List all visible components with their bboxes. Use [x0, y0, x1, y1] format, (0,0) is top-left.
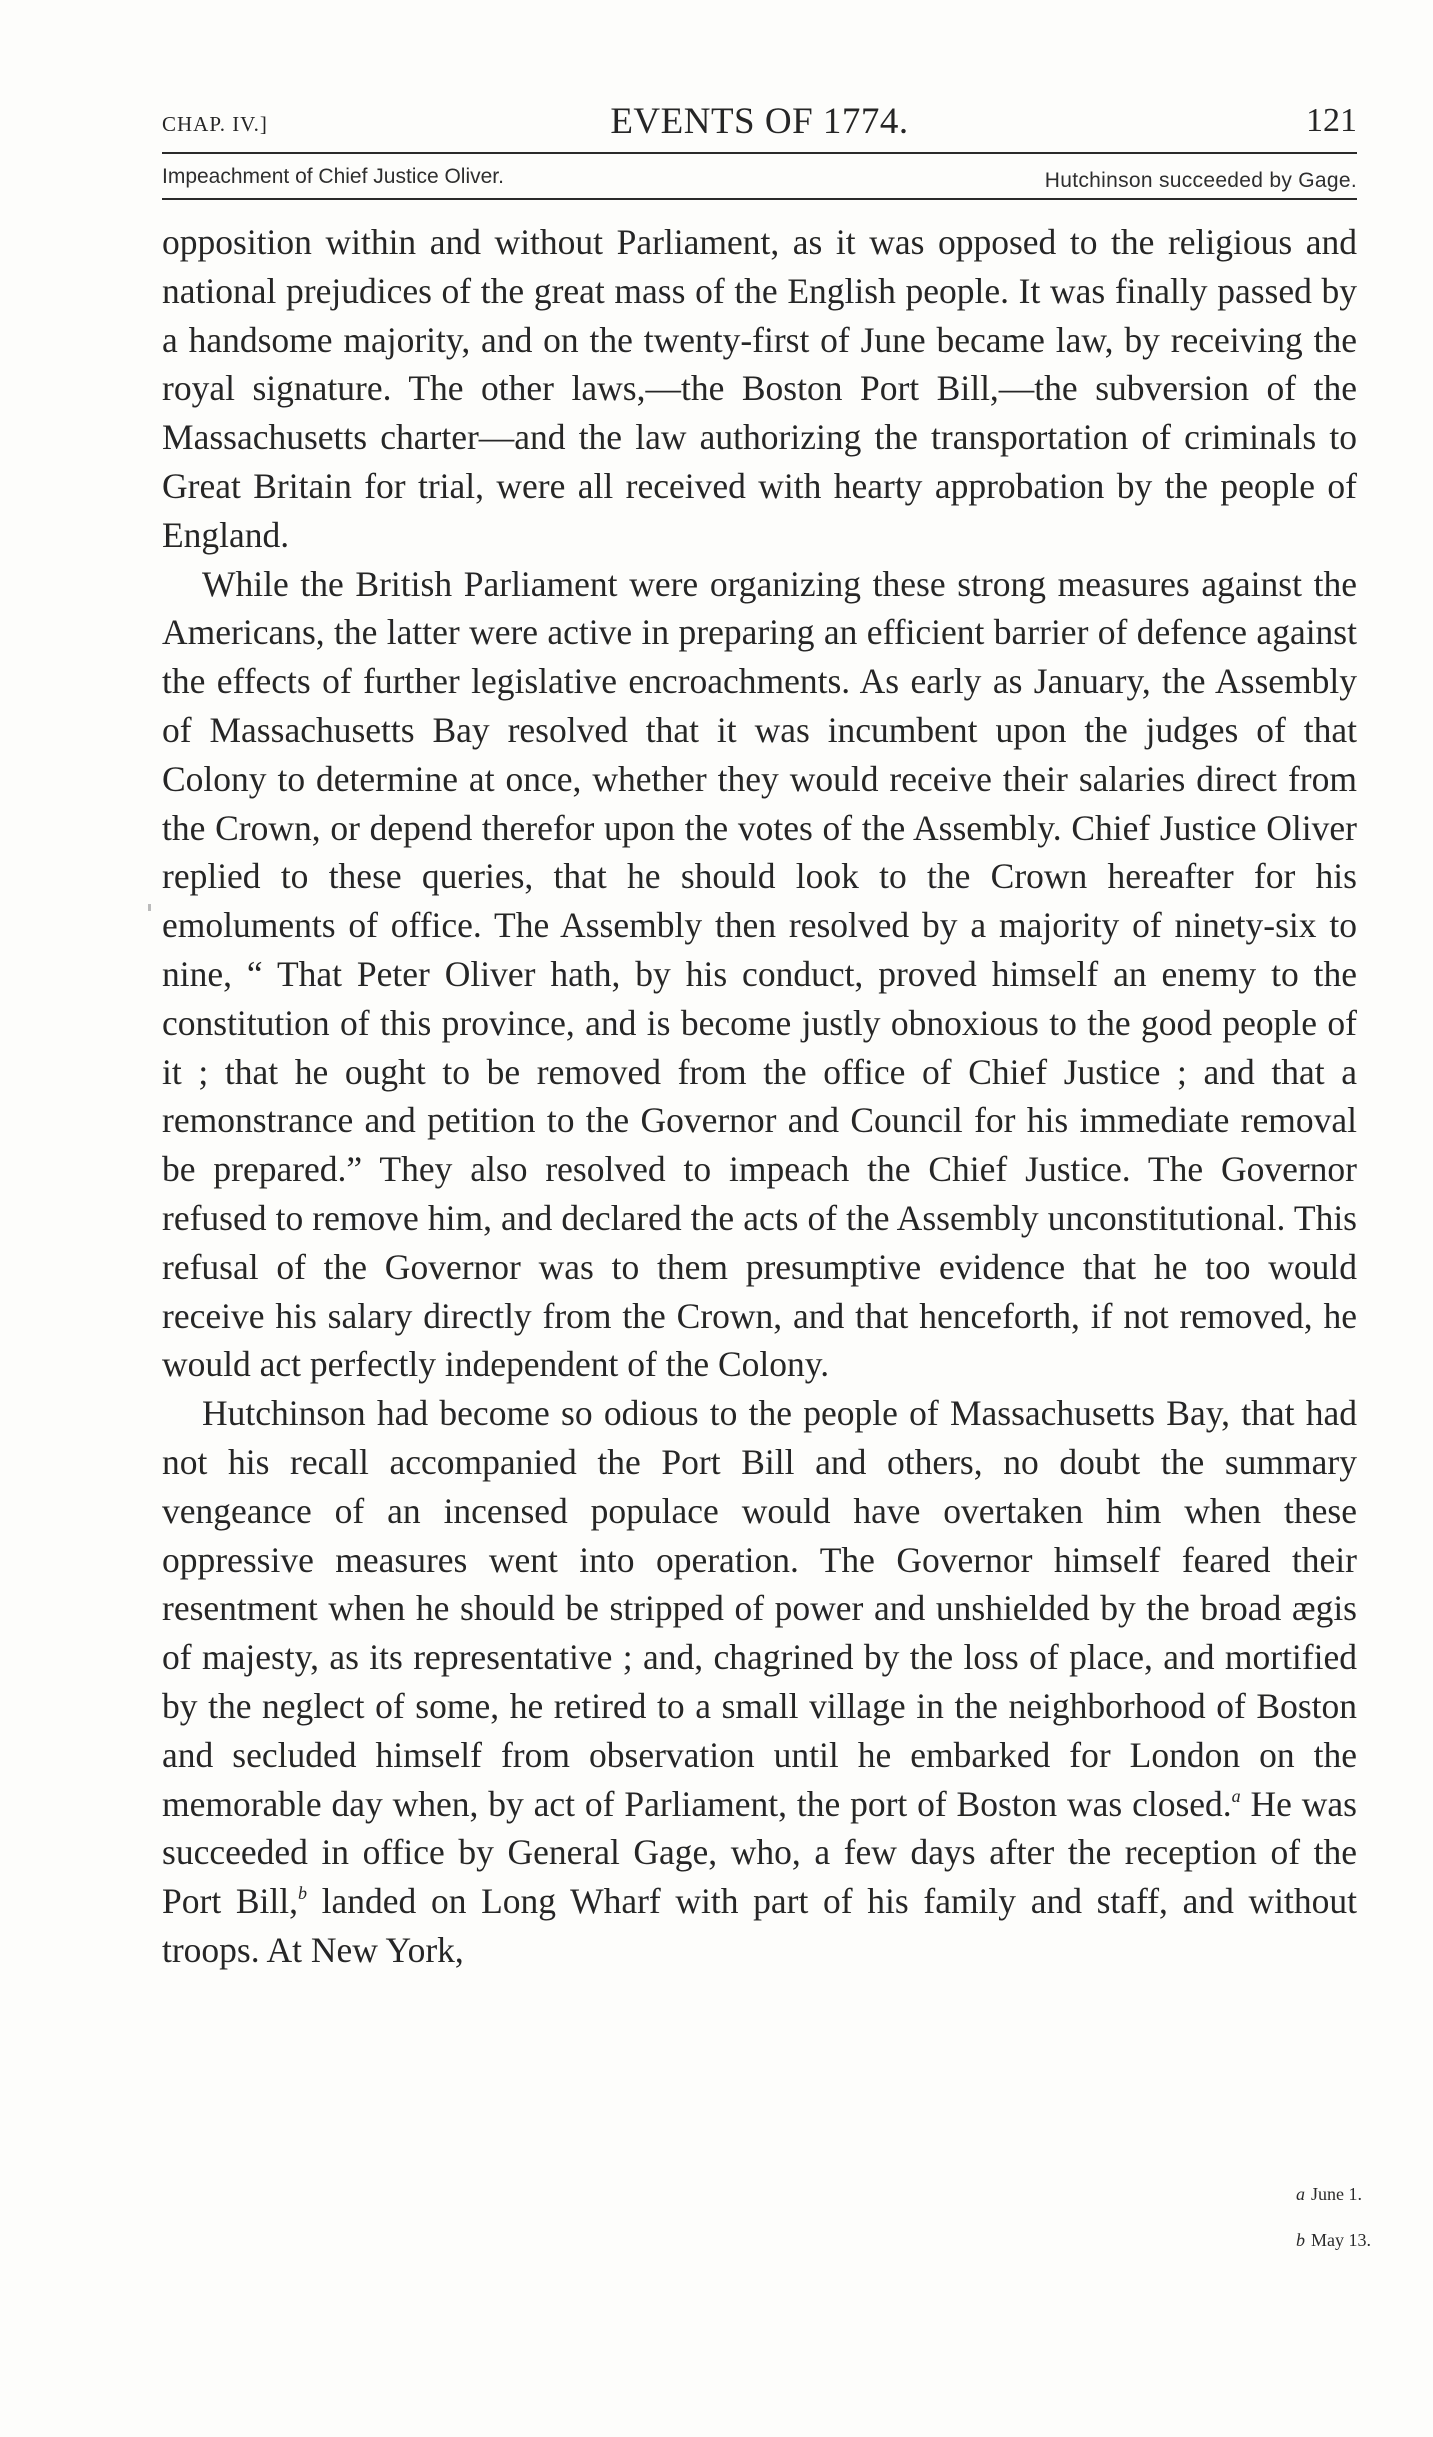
margin-note-a-text: June 1. [1311, 2184, 1362, 2204]
note-ref-b: b [298, 1883, 307, 1904]
margin-note-b [1296, 2230, 1371, 2251]
paragraph-1: opposition within and without Parliament, as it was opposed to the religious and national prejudices of the great mass of the English people. It was finally passed by a handsome majority, and on the twenty-first of June became law, by receiving the royal signature. The other laws,—the Boston Port Bill,—the subversion of the Massachusetts charter—and the law authorizing the transportation of criminals to Great Britain for trial, were all received with hearty approbation by the people of England. [162, 222, 1357, 555]
header-rule-top [162, 152, 1357, 154]
header-rule-bottom [162, 198, 1357, 200]
body-text [162, 218, 1357, 1975]
page-number: 121 [1306, 102, 1357, 139]
running-head [162, 98, 1357, 148]
subject-right: Hutchinson succeeded by Gage. [1044, 169, 1357, 192]
paragraph-2: While the British Parliament were organizing these strong measures against the Americans, the latter were active in preparing an efficient barrier of defence against the effects of further legislative encroachments. As early as January, the Assembly of Massachusetts Bay resolved that it was incumbent upon the judges of that Colony to determine at once, whether they would receive their salaries direct from the Crown, or depend therefor upon the votes of the Assembly. Chief Justice Oliver replied to these queries, that he should look to the Crown hereafter for his emoluments of office. The Assembly then resolved by a majority of ninety-six to nine, “ That Peter Oliver hath, by his conduct, proved himself an enemy to the constitution of this province, and is become justly obnoxious to the good people of it ; that he ought to be removed from the office of Chief Justice ; and that a remonstrance and petition to the Governor and Council for his immediate removal be prepared.” They also resolved to impeach the Chief Justice. The Governor refused to remove him, and declared the acts of the Assembly unconstitutional. This refusal of the Governor was to them presumptive evidence that he too would receive his salary directly from the Crown, and that henceforth, if not removed, he would act perfectly independent of the Colony. [162, 563, 1357, 1385]
paragraph-3-part-1: Hutchinson had become so odious to the people of Massachusetts Bay, that had not his recall accompanied the Port Bill and others, no doubt the summary vengeance of an incensed populace would have overtaken him when these oppressive measures went into operation. The Governor himself feared their resentment when he should be stripped of power and unshielded by the broad ægis of majesty, as its representative ; and, chagrined by the loss of place, and mortified by the neglect of some, he retired to a small village in the neighborhood of Boston and secluded himself from observation until he embarked for London on the memorable day when, by act of Parliament, the port of Boston was closed. [162, 1393, 1357, 1824]
paragraph-3 [162, 1389, 1357, 1975]
chapter-label: CHAP. IV.] [162, 112, 268, 136]
paragraph-3-part-2: He was succeeded in office by General Gage, who, a few days after the reception of the Port Bill, [162, 1783, 1357, 1922]
subject-headline [162, 165, 1357, 195]
paragraph-3-part-3: landed on Long Wharf with part of his family and staff, and without troops. At New York, [162, 1881, 1357, 1970]
print-speck [148, 904, 151, 911]
margin-note-a-letter: a [1296, 2184, 1305, 2204]
margin-note-a [1296, 2184, 1362, 2205]
subject-left: Impeachment of Chief Justice Oliver. [162, 165, 504, 188]
margin-note-b-text: May 13. [1311, 2230, 1371, 2250]
margin-note-b-letter: b [1296, 2230, 1305, 2250]
note-ref-a: a [1231, 1785, 1241, 1806]
page-title: EVENTS OF 1774. [610, 101, 909, 142]
